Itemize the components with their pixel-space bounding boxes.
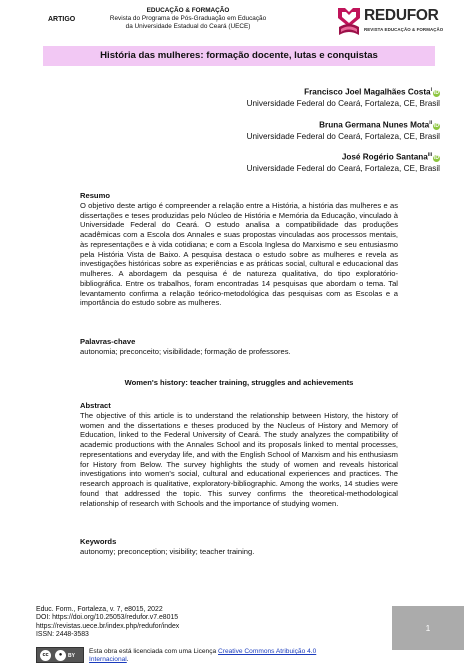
- author-1: [247, 85, 440, 109]
- license-notice: [89, 648, 339, 665]
- citation-footer: [36, 606, 179, 640]
- author-name: Bruna Germana Nunes Mota: [319, 120, 430, 130]
- resumo-text: O objetivo deste artigo é compreender a relação entre a História, a história das mulheres e as dissertações e teses produzidas pelo Núcleo de História e Memória da Educação, vinculado à Universidade Federal do Ceará. O estudo analisa a compatibilidade das produções acadêmicas com a Escola dos Annales e suas propostas vinculadas aos processos mentais, às representações e à vida cotidiana; e com a Escola Inglesa do Marxismo e seu entusiasmo pela História Vista de Baixo. A pesquisa destaca o estudo sobre as mulheres e revela as investigações históricas sobre as experiências e as práticas social, cultural e educacional das mulheres. A abordagem da pesquisa é de natureza qualitativa, do tipo exploratório-bibliográfica. Entre os trabalhos, foram encontradas 14 pesquisas que abordam o tema. Tal levantamento confirma a relação teórico-metodológica das pesquisas com as Escolas e a importância do estudo sobre as mulheres.: [80, 200, 398, 308]
- cc-icon: cc: [40, 650, 51, 661]
- citation-text: Educ. Form., Fortaleza, v. 7, e8015, 2022: [36, 606, 163, 613]
- english-title: Women's history: teacher training, struggles and achievements: [124, 378, 354, 387]
- journal-name: [88, 7, 288, 31]
- palavras-chave-text: autonomia; preconceito; visibilidade; formação de professores.: [80, 346, 291, 356]
- author-affiliation: Universidade Federal do Ceará, Fortaleza, CE, Brasil: [246, 98, 440, 108]
- logo-tagline: REVISTA EDUCAÇÃO & FORMAÇÃO: [364, 27, 444, 32]
- license-prefix: Esta obra está licenciada com uma Licença: [89, 648, 219, 655]
- resumo-heading: Resumo: [80, 191, 110, 200]
- resumo-section: [80, 191, 398, 308]
- cc-license-badge[interactable]: [36, 647, 84, 663]
- author-mark: ii: [429, 120, 432, 126]
- journal-title: EDUCAÇÃO & FORMAÇÃO: [146, 7, 230, 14]
- orcid-icon[interactable]: iD: [434, 154, 439, 161]
- journal-subtitle-line1: Revista do Programa de Pós-Graduação em Educação: [109, 15, 267, 22]
- abstract-section: [80, 401, 398, 508]
- author-mark: iii: [427, 152, 432, 158]
- journal-subtitle-line2: da Universidade Estadual do Ceará (UECE): [125, 23, 251, 30]
- issn-text: ISSN: 2448-3583: [36, 631, 89, 639]
- author-mark: i: [430, 87, 432, 93]
- license-link[interactable]: Creative Commons Atribuição 4.0 Internacional: [89, 648, 317, 664]
- author-affiliation: Universidade Federal do Ceará, Fortaleza, CE, Brasil: [246, 131, 440, 141]
- redufor-logo: [336, 5, 464, 41]
- orcid-icon[interactable]: iD: [434, 89, 439, 96]
- palavras-chave-section: [80, 337, 398, 357]
- keywords-section: [80, 537, 398, 557]
- page-number: 1: [425, 623, 431, 633]
- page-number-box: [392, 606, 464, 650]
- article-title-bar: [43, 46, 435, 66]
- section-label: ARTIGO: [48, 16, 76, 23]
- logo-wordmark: REDUFOR: [364, 7, 439, 24]
- author-2: [247, 118, 440, 142]
- by-label: BY: [68, 653, 75, 659]
- attribution-icon: ●: [55, 650, 66, 661]
- journal-url[interactable]: https://revistas.uece.br/index.php/redufor/index: [36, 622, 180, 630]
- author-affiliation: Universidade Federal do Ceará, Fortaleza, CE, Brasil: [246, 163, 440, 173]
- orcid-icon[interactable]: iD: [434, 122, 439, 129]
- article-title: História das mulheres: formação docente, lutas e conquistas: [100, 50, 378, 61]
- abstract-heading: Abstract: [80, 401, 111, 410]
- keywords-heading: Keywords: [80, 537, 117, 546]
- doi-link[interactable]: DOI: https://doi.org/10.25053/redufor.v7.e8015: [36, 614, 179, 622]
- license-suffix: .: [126, 656, 129, 664]
- author-3: [247, 150, 440, 174]
- author-name: José Rogério Santana: [341, 152, 428, 162]
- palavras-chave-heading: Palavras-chave: [80, 337, 136, 346]
- redufor-emblem-icon: [336, 5, 362, 39]
- abstract-text: The objective of this article is to understand the relationship between History, the history of women and the dissertations e theses produced by the Nucleus of History and Memory of Education, linked to the Federal University of Ceará. The study analyzes the compatibility of academic productions with the Annales School and its proposals linked to mental processes, representations and everyday life, and with the English School of Marxism and his enthusiasm for History from Below. The survey highlights the study of women and reveals historical investigations into women's social, cultural and educational experiences and practices. The research approach is qualitative, exploratory-bibliographic. Among the works, 14 studies were found that addressed the topic. This survey confirms the theoretical-methodological relationship of research with Schools and the importance of studying women.: [80, 410, 398, 508]
- keywords-text: autonomy; preconception; visibility; teacher training.: [80, 546, 255, 556]
- author-name: Francisco Joel Magalhães Costa: [304, 87, 431, 97]
